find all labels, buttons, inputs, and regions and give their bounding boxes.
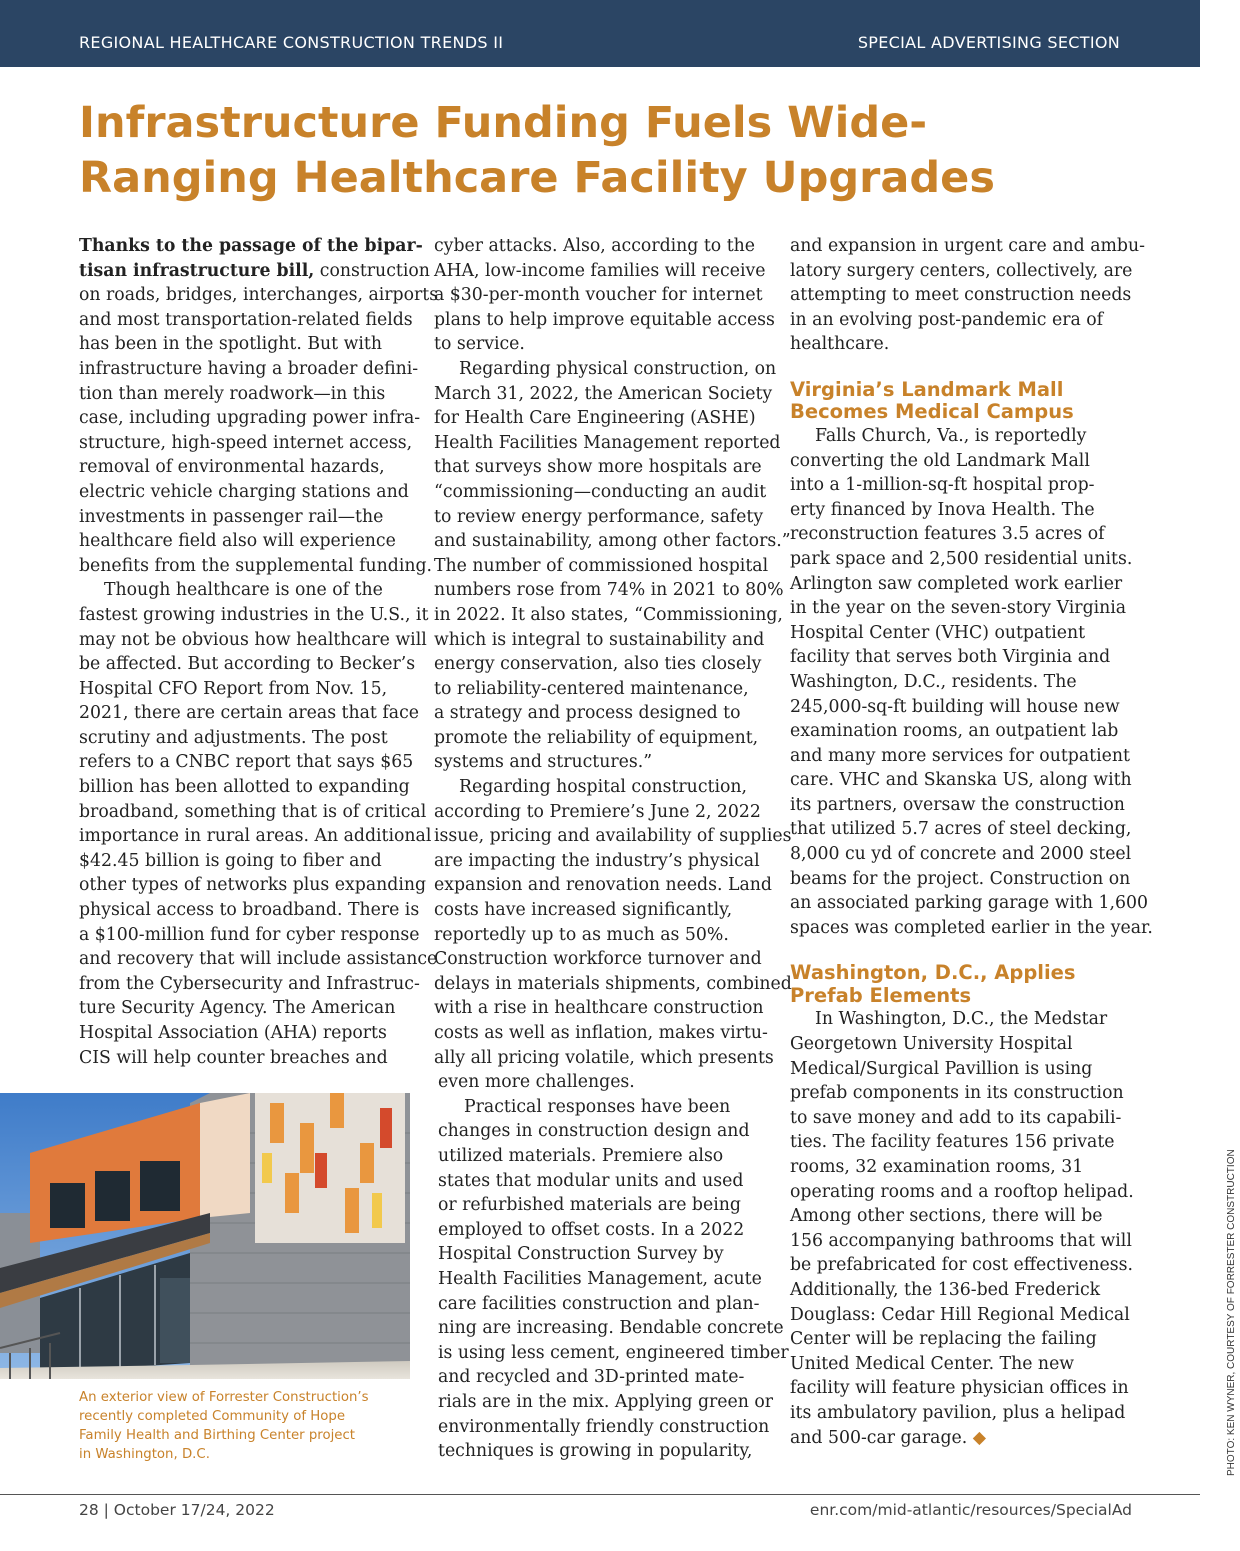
text-line: an associated parking garage with 1,600 (790, 893, 1148, 914)
text-line: to service. (434, 334, 525, 355)
lead-line (79, 259, 430, 284)
text-line: that surveys show more hospitals are (434, 457, 762, 478)
text-line: its partners, oversaw the construction (790, 794, 1125, 815)
text-line: ally all pricing volatile, which presents (434, 1047, 774, 1068)
text-line: electric vehicle charging stations and (79, 481, 409, 502)
text-line: be affected. But according to Becker’s (79, 654, 416, 675)
text-line: rooms, 32 examination rooms, 31 (790, 1157, 1084, 1177)
text-line: refers to a CNBC report that says $65 (79, 752, 414, 773)
text-line: a $30-per-month voucher for internet (434, 285, 763, 306)
text-line: operating rooms and a rooftop helipad. (790, 1181, 1134, 1202)
text-line: Medical/Surgical Pavillion is using (790, 1058, 1093, 1079)
text-line: numbers rose from 74% in 2021 to 80% (434, 580, 784, 601)
text-line: importance in rural areas. An additional (79, 826, 432, 847)
text-line: Georgetown University Hospital (790, 1034, 1073, 1055)
text-line: delays in materials shipments, combined (434, 973, 792, 994)
text-line: in 2022. It also states, “Commissioning, (434, 604, 783, 625)
photo-credit: PHOTO: KEN WYNER, COURTESY OF FORRESTER CONSTRUCTION (1226, 1149, 1237, 1476)
text-line: Hospital Center (VHC) outpatient (790, 622, 1086, 643)
text-line: for Health Care Engineering (ASHE) (434, 408, 756, 429)
text-line: and many more services for outpatient (790, 745, 1130, 766)
text-line: which is integral to sustainability and (434, 629, 765, 650)
text-line: a strategy and process designed to (434, 703, 741, 724)
text-line: CIS will help counter breaches and (79, 1047, 388, 1068)
text-line: environmentally friendly construction (438, 1416, 770, 1437)
text-line: reconstruction features 3.5 acres of (790, 524, 1105, 545)
text-line: ture Security Agency. The American (79, 998, 396, 1019)
text-line: healthcare field also will experience (79, 531, 396, 552)
text-line: other types of networks plus expanding (79, 875, 427, 896)
text-line: and recycled and 3D-printed mate- (438, 1367, 745, 1388)
text-line: attempting to meet construction needs (790, 285, 1132, 306)
text-line: care. VHC and Skanska US, along with (790, 770, 1132, 791)
text-line: issue, pricing and availability of supplies (434, 826, 792, 847)
text-line: techniques is growing in popularity, (438, 1441, 753, 1462)
caption-line: Family Health and Birthing Center project (79, 1428, 355, 1443)
text-line: Hospital Association (AHA) reports (79, 1023, 387, 1043)
text-line: and expansion in urgent care and ambu- (790, 236, 1145, 256)
text-line: Hospital CFO Report from Nov. 15, (79, 678, 388, 699)
section-title: REGIONAL HEALTHCARE CONSTRUCTION TRENDS II (79, 33, 504, 52)
text-line: utilized materials. Premiere also (438, 1145, 724, 1166)
text-line: facility will feature physician offices in (790, 1378, 1129, 1399)
text-line: to save money and add to its capabili- (790, 1107, 1122, 1128)
text-line: Regarding physical construction, on (459, 358, 777, 379)
text-line: fastest growing industries in the U.S., it (79, 604, 429, 625)
text-line: prefab components in its construction (790, 1083, 1124, 1104)
text-line: has been in the spotlight. But with (79, 334, 382, 355)
text-line: erty financed by Inova Health. The (790, 499, 1095, 520)
caption-line: in Washington, D.C. (79, 1447, 210, 1462)
article-title (79, 96, 1129, 206)
text-line: Arlington saw completed work earlier (790, 573, 1123, 594)
column-1 (79, 234, 439, 1070)
text-line: 2021, there are certain areas that face (79, 703, 419, 724)
text-line: on roads, bridges, interchanges, airports (79, 285, 439, 306)
text-line: $42.45 billion is going to fiber and (79, 850, 382, 871)
caption-line: recently completed Community of Hope (79, 1409, 346, 1424)
text-line: promote the reliability of equipment, (434, 727, 759, 748)
text-line: broadband, something that is of critical (79, 801, 427, 822)
text-line: states that modular units and used (438, 1170, 744, 1191)
text-line: United Medical Center. The new (790, 1353, 1075, 1374)
text-line: rials are in the mix. Applying green or (438, 1391, 774, 1412)
text-line: and recovery that will include assistance (79, 949, 438, 970)
text-line: in an evolving post-pandemic era of (790, 309, 1104, 330)
text-line: examination rooms, an outpatient lab (790, 721, 1119, 742)
text-line: Among other sections, there will be (790, 1206, 1103, 1227)
title-line: Ranging Healthcare Facility Upgrades (79, 153, 995, 203)
text-line: a $100-million fund for cyber response (79, 924, 420, 945)
text-line: employed to offset costs. In a 2022 (438, 1219, 745, 1240)
text-line: park space and 2,500 residential units. (790, 548, 1133, 569)
text-line: reportedly up to as much as 50%. (434, 924, 729, 945)
text-line: Center will be replacing the failing (790, 1329, 1097, 1350)
text-line: from the Cybersecurity and Infrastruc- (79, 973, 420, 994)
text-line: ties. The facility features 156 private (790, 1132, 1115, 1153)
text-line: tion than merely roadwork—in this (79, 383, 386, 404)
text-line: expansion and renovation needs. Land (434, 875, 772, 896)
text-line: changes in construction design and (438, 1121, 750, 1142)
subhead-washington: Prefab Elements (790, 983, 972, 1007)
text-line: care facilities construction and plan- (438, 1293, 760, 1314)
text-line: latory surgery centers, collectively, are (790, 260, 1133, 281)
text-line: into a 1-million-sq-ft hospital prop- (790, 475, 1095, 496)
text-line: cyber attacks. Also, according to the (434, 236, 755, 256)
text-line: Health Facilities Management, acute (438, 1268, 762, 1289)
text-line: beams for the project. Construction on (790, 868, 1131, 889)
subhead-virginia: Becomes Medical Campus (790, 400, 1074, 424)
text-line: structure, high-speed internet access, (79, 432, 413, 453)
text-line: case, including upgrading power infra- (79, 408, 421, 429)
text-line: Regarding hospital construction, (459, 777, 747, 798)
text-line: In Washington, D.C., the Medstar (815, 1009, 1108, 1030)
spacer (790, 357, 1130, 379)
text-line: and most transportation-related fields (79, 309, 413, 330)
text-line: is using less cement, engineered timber (438, 1342, 789, 1363)
end-mark-icon: ◆ (972, 1427, 987, 1448)
text-line: 245,000-sq-ft building will house new (790, 696, 1120, 717)
subhead-washington: Washington, D.C., Applies (790, 961, 1076, 985)
text-line: with a rise in healthcare construction (434, 998, 764, 1019)
text-line: costs as well as inflation, makes virtu- (434, 1023, 768, 1043)
lead-line (79, 234, 423, 259)
text-line: March 31, 2022, the American Society (434, 383, 773, 404)
text-line: physical access to broadband. There is (79, 900, 420, 921)
text-line-end: and 500-car garage. (790, 1427, 968, 1448)
text-line: be prefabricated for cost effectiveness. (790, 1255, 1133, 1276)
text-line: and sustainability, among other factors.” (434, 531, 791, 552)
text-line: Additionally, the 136-bed Frederick (790, 1279, 1101, 1300)
text-line: Though healthcare is one of the (104, 580, 383, 601)
text-line: to review energy performance, safety (434, 506, 764, 527)
text-line: Health Facilities Management reported (434, 432, 781, 453)
lead-bold: Thanks to the passage of the bipar- (79, 236, 423, 256)
section-label: SPECIAL ADVERTISING SECTION (857, 33, 1120, 52)
building-photo (0, 1093, 410, 1379)
text-line: Douglass: Cedar Hill Regional Medical (790, 1304, 1130, 1325)
text-line: plans to help improve equitable access (434, 309, 775, 330)
page-info: 28 | October 17/24, 2022 (79, 1501, 275, 1519)
text-line: may not be obvious how healthcare will (79, 629, 427, 650)
text-line: systems and structures.” (434, 752, 653, 773)
text-line: AHA, low-income families will receive (434, 260, 766, 281)
text-line: or refurbished materials are being (438, 1195, 741, 1216)
text-line: according to Premiere’s June 2, 2022 (434, 801, 761, 822)
text-line: 156 accompanying bathrooms that will (790, 1230, 1132, 1251)
page-header (0, 0, 1200, 67)
text-line: its ambulatory pavilion, plus a helipad (790, 1402, 1126, 1423)
text-line: “commissioning—conducting an audit (434, 481, 767, 502)
lead-text: construction (314, 260, 430, 281)
text-line: infrastructure having a broader defini- (79, 358, 419, 379)
text-line: spaces was completed earlier in the year. (790, 917, 1153, 938)
text-line: that utilized 5.7 acres of steel decking, (790, 819, 1132, 840)
subhead-virginia: Virginia’s Landmark Mall (790, 377, 1064, 401)
column-3 (790, 234, 1153, 1450)
text-line: removal of environmental hazards, (79, 457, 385, 478)
footer-rule (0, 1494, 1200, 1495)
text-line (790, 1426, 1130, 1451)
text-line: are impacting the industry’s physical (434, 850, 760, 871)
text-line: converting the old Landmark Mall (790, 450, 1090, 471)
lead-bold: tisan infrastructure bill, (79, 260, 315, 281)
text-line: facility that serves both Virginia and (790, 647, 1111, 668)
title-line: Infrastructure Funding Fuels Wide- (79, 98, 928, 148)
column-2 (434, 234, 792, 1464)
footer-url[interactable]: enr.com/mid-atlantic/resources/SpecialAd (809, 1501, 1132, 1519)
text-line: healthcare. (790, 334, 890, 355)
text-line: 8,000 cu yd of concrete and 2000 steel (790, 844, 1132, 865)
text-line: energy conservation, also ties closely (434, 654, 762, 675)
text-line: in the year on the seven-story Virginia (790, 598, 1127, 619)
text-line: scrutiny and adjustments. The post (79, 727, 388, 748)
text-line: Practical responses have been (464, 1096, 731, 1117)
text-line: ning are increasing. Bendable concrete (438, 1318, 784, 1339)
text-line: billion has been allotted to expanding (79, 777, 410, 798)
text-line: investments in passenger rail—the (79, 506, 384, 527)
text-line: Washington, D.C., residents. The (790, 671, 1077, 692)
text-line: to reliability-centered maintenance, (434, 678, 749, 699)
text-line: benefits from the supplemental funding. (79, 555, 433, 576)
text-line: Construction workforce turnover and (434, 949, 762, 970)
text-line: even more challenges. (438, 1072, 635, 1093)
text-line: costs have increased significantly, (434, 900, 733, 921)
text-line: Falls Church, Va., is reportedly (815, 425, 1087, 446)
spacer (790, 940, 1130, 962)
photo-caption (79, 1388, 409, 1464)
caption-line: An exterior view of Forrester Construction’s (79, 1390, 369, 1405)
text-line: The number of commissioned hospital (434, 555, 769, 576)
text-line: Hospital Construction Survey by (438, 1244, 724, 1265)
